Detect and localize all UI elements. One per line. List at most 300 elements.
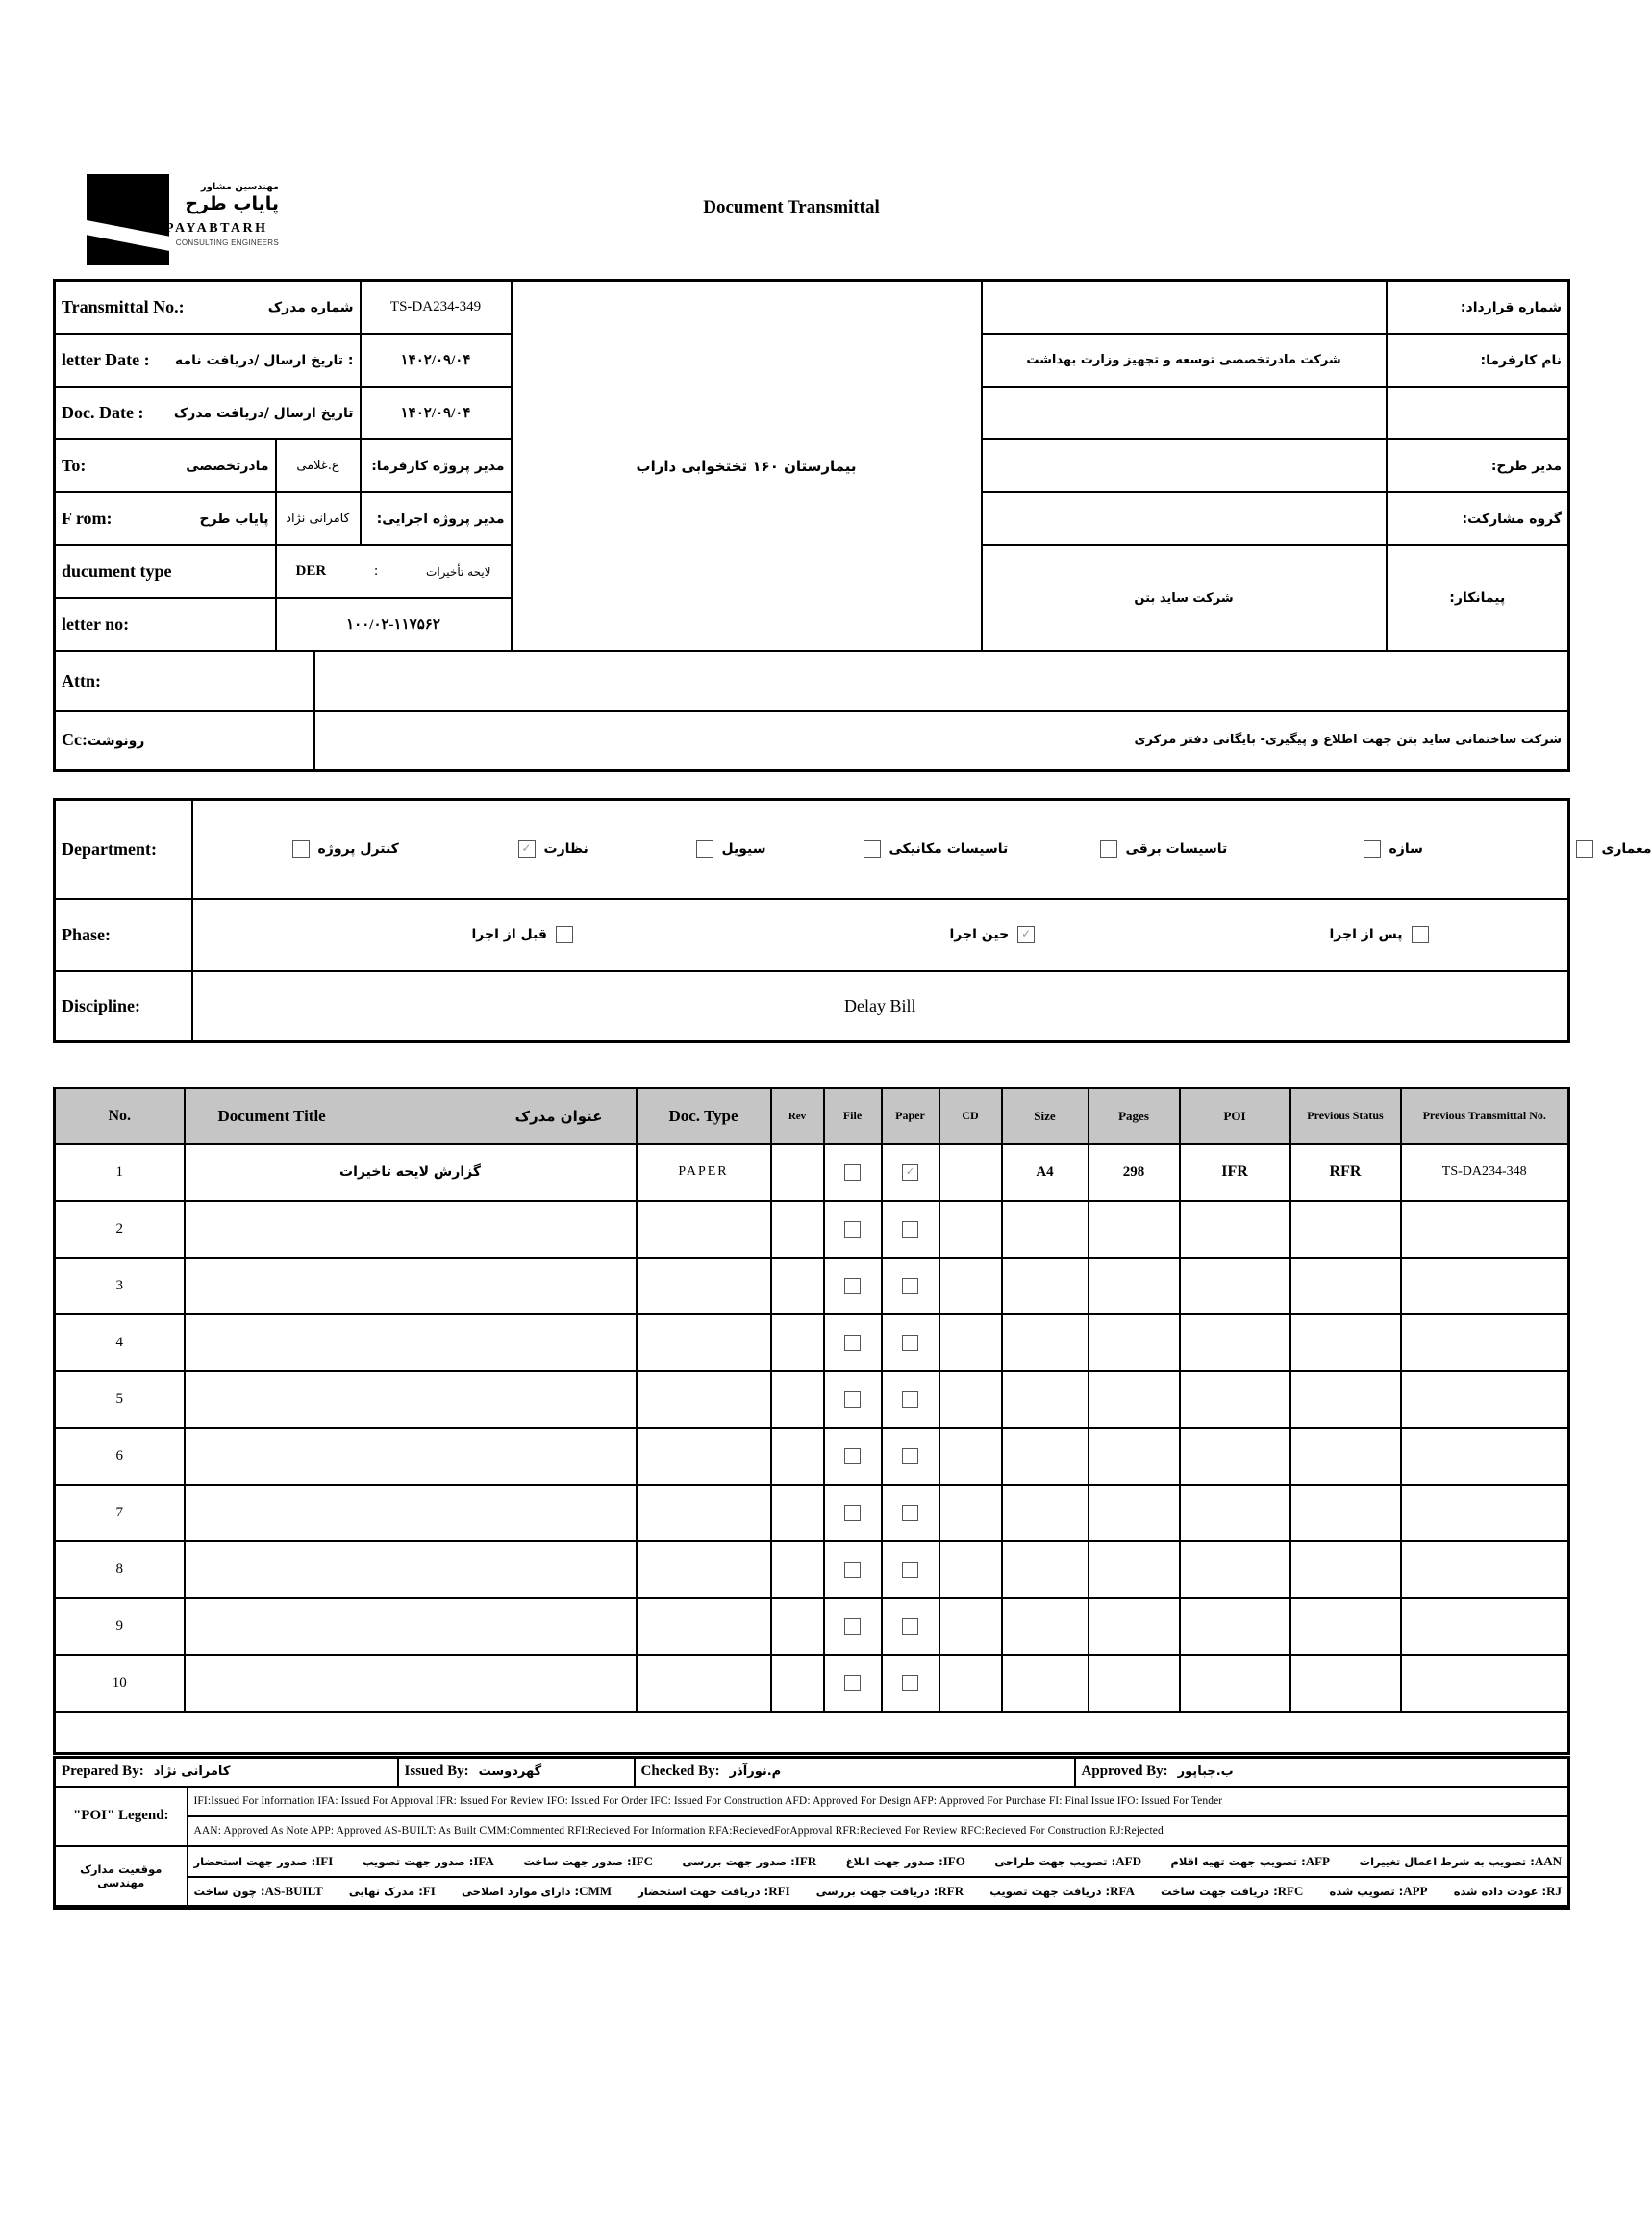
- row-doc-type: [637, 1371, 771, 1428]
- issued-by-label: Issued By:: [404, 1763, 469, 1780]
- row-size: [1002, 1598, 1089, 1655]
- company-logo: [87, 174, 169, 265]
- row-rev: [771, 1371, 824, 1428]
- prepared-by-label: Prepared By:: [62, 1763, 144, 1780]
- letter-date-value: ۱۴۰۲/۰۹/۰۴: [361, 334, 512, 387]
- legend-code: IFC: [631, 1853, 654, 1868]
- row-prev-status: [1290, 1201, 1401, 1258]
- row-file-cell: [824, 1541, 882, 1598]
- row-doc-type: [637, 1258, 771, 1314]
- row-rev: [771, 1598, 824, 1655]
- discipline-value: Delay Bill: [192, 971, 1569, 1042]
- row-size: [1002, 1655, 1089, 1712]
- letter-no-value: ۱۰۰/۰۲-۱۱۷۵۶۲: [276, 598, 512, 651]
- fa-legend-item: AAN: تصویب به شرط اعمال تغییرات: [1359, 1853, 1563, 1868]
- row-file-cell: [824, 1485, 882, 1541]
- row-pages: [1089, 1371, 1180, 1428]
- legend-text: تصویب شده: [1329, 1884, 1395, 1898]
- blank-right-value: [982, 387, 1387, 439]
- checkbox-during-execution[interactable]: ✓: [1017, 926, 1035, 943]
- fa-legend-line1: [194, 1854, 1563, 1869]
- row-poi: IFR: [1180, 1144, 1290, 1201]
- row-title: [185, 1428, 637, 1485]
- row-paper-cell: [882, 1371, 939, 1428]
- row-prev-status: [1290, 1655, 1401, 1712]
- row-title: [185, 1598, 637, 1655]
- row-size: [1002, 1258, 1089, 1314]
- row-prev-transmittal: [1401, 1314, 1569, 1371]
- row-no: 5: [55, 1371, 185, 1428]
- paper-checkbox[interactable]: [902, 1391, 918, 1408]
- poi-legend-line2: AAN: Approved As Note APP: Approved AS-BUILT: As Built CMM:Commented RFI:Recieved For Information RFA:RecievedForApproval RFR:Recieved For Review RFC:Recieved For Construction RJ:Rejected: [188, 1816, 1569, 1846]
- fa-legend-item: RFR: دریافت جهت بررسی: [815, 1883, 964, 1898]
- row-paper-cell: [882, 1144, 939, 1201]
- design-manager-value: [982, 439, 1387, 492]
- row-poi: [1180, 1428, 1290, 1485]
- phase-option-after: [1330, 926, 1429, 943]
- phase-option-label: پس از اجرا: [1329, 927, 1403, 942]
- fa-legend-item: RFI: دریافت جهت استحضار: [638, 1883, 790, 1898]
- prepared-by-cell: [55, 1758, 398, 1787]
- row-size: A4: [1002, 1144, 1089, 1201]
- doc-date-label-fa: تاریخ ارسال /دریافت مدرک: [173, 405, 354, 421]
- doc-type-label-en: ducument type: [62, 562, 172, 581]
- file-checkbox[interactable]: [844, 1618, 861, 1635]
- doc-type-code: DER: [295, 563, 327, 579]
- checkbox-project-control[interactable]: [292, 840, 310, 858]
- approved-by-name: ب.جباپور: [1177, 1764, 1234, 1780]
- row-rev: [771, 1201, 824, 1258]
- dept-option-architecture: [1576, 840, 1652, 858]
- doc-type-value-fa: لایحه تأخیرات: [426, 564, 491, 579]
- row-rev: [771, 1258, 824, 1314]
- col-file: File: [824, 1088, 882, 1144]
- row-prev-transmittal: [1401, 1485, 1569, 1541]
- fa-legend-label: موقعیت مدارک مهندسی: [55, 1846, 188, 1908]
- department-label: Department:: [62, 838, 157, 859]
- row-title: گزارش لایحه تاخیرات: [185, 1144, 637, 1201]
- row-file-cell: [824, 1144, 882, 1201]
- col-pages: Pages: [1089, 1088, 1180, 1144]
- row-doc-type: PAPER: [637, 1144, 771, 1201]
- row-size: [1002, 1201, 1089, 1258]
- row-prev-transmittal: [1401, 1258, 1569, 1314]
- cc-value: شرکت ساختمانی ساید بتن جهت اطلاع و پیگیری- بایگانی دفتر مرکزی: [314, 711, 1569, 770]
- row-prev-status: [1290, 1314, 1401, 1371]
- to-value-fa: مادرتخصصی: [186, 458, 269, 474]
- fa-legend-item: AFD: تصویب جهت طراحی: [994, 1853, 1141, 1868]
- row-size: [1002, 1428, 1089, 1485]
- legend-text: صدور جهت ساخت: [523, 1854, 624, 1868]
- paper-checkbox[interactable]: [902, 1675, 918, 1691]
- row-rev: [771, 1428, 824, 1485]
- fa-legend-row-2: [55, 1877, 1569, 1908]
- row-pages: [1089, 1258, 1180, 1314]
- contract-no-value: [982, 281, 1387, 335]
- row-paper-cell: [882, 1655, 939, 1712]
- legend-text: صدور جهت ابلاغ: [845, 1854, 936, 1868]
- file-checkbox[interactable]: [844, 1391, 861, 1408]
- row-title: [185, 1314, 637, 1371]
- checkbox-after-execution[interactable]: [1412, 926, 1429, 943]
- row-size: [1002, 1485, 1089, 1541]
- row-poi: [1180, 1258, 1290, 1314]
- fa-legend-row-1: [55, 1846, 1569, 1877]
- fa-legend-item: AS-BUILT: چون ساخت: [193, 1883, 323, 1898]
- legend-code: AFD: [1115, 1853, 1141, 1868]
- phase-options-cell: [192, 899, 1569, 971]
- transmittal-info-table: [53, 279, 1570, 772]
- department-table: [53, 798, 1652, 1043]
- row-no: 6: [55, 1428, 185, 1485]
- row-cd: [939, 1144, 1002, 1201]
- col-cd: CD: [939, 1088, 1002, 1144]
- row-doc-type: [637, 1541, 771, 1598]
- row-cd: [939, 1258, 1002, 1314]
- dept-option-civil: [696, 840, 766, 858]
- checked-by-label: Checked By:: [640, 1763, 720, 1780]
- col-title-fa: عنوان مدرک: [514, 1107, 603, 1125]
- row-pages: [1089, 1428, 1180, 1485]
- transmittal-no-value: TS-DA234-349: [361, 281, 512, 335]
- blank-right-label: [1387, 387, 1569, 439]
- discipline-label: Discipline:: [62, 995, 141, 1015]
- file-checkbox[interactable]: [844, 1335, 861, 1351]
- legend-code: IFR: [794, 1853, 817, 1868]
- row-file-cell: [824, 1428, 882, 1485]
- document-row-7: [55, 1485, 1569, 1541]
- checked-by-cell: [635, 1758, 1075, 1787]
- row-paper-cell: [882, 1428, 939, 1485]
- discipline-label-cell: [55, 971, 192, 1042]
- row-rev: [771, 1655, 824, 1712]
- dept-option-label: سیویل: [721, 841, 766, 858]
- legend-code: AAN: [1534, 1853, 1563, 1868]
- department-label-cell: [55, 800, 192, 899]
- row-paper-cell: [882, 1201, 939, 1258]
- row-prev-status: [1290, 1258, 1401, 1314]
- paper-checkbox[interactable]: [902, 1505, 918, 1521]
- legend-text: تصویب جهت طراحی: [994, 1854, 1108, 1868]
- row-no: 3: [55, 1258, 185, 1314]
- row-no: 8: [55, 1541, 185, 1598]
- documents-empty-cell: [55, 1712, 1569, 1754]
- exec-pm-label: مدیر پروژه اجرایی:: [361, 492, 512, 545]
- letter-no-label-cell: [55, 598, 276, 651]
- row-poi: [1180, 1598, 1290, 1655]
- checkbox-before-execution[interactable]: [556, 926, 573, 943]
- paper-checkbox[interactable]: [902, 1562, 918, 1578]
- col-rev: Rev: [771, 1088, 824, 1144]
- design-manager-label: مدیر طرح:: [1387, 439, 1569, 492]
- checkbox-architecture[interactable]: [1576, 840, 1593, 858]
- jv-group-value: [982, 492, 1387, 545]
- letter-date-label-fa: تاریخ ارسال /دریافت نامه :: [174, 352, 354, 368]
- row-poi: [1180, 1485, 1290, 1541]
- poi-legend-row-2: [55, 1816, 1569, 1846]
- row-prev-transmittal: [1401, 1541, 1569, 1598]
- row-title: [185, 1655, 637, 1712]
- document-row-1: [55, 1144, 1569, 1201]
- legend-code: RFI: [768, 1883, 790, 1898]
- row-prev-status: [1290, 1485, 1401, 1541]
- file-checkbox[interactable]: [844, 1221, 861, 1238]
- legend-text: دریافت جهت تصویب: [989, 1884, 1102, 1898]
- attn-value-cell: [314, 651, 1569, 711]
- legend-text: مدرک نهایی: [348, 1884, 415, 1898]
- poi-legend-line1: IFI:Issued For Information IFA: Issued For Approval IFR: Issued For Review IFO: Issued For Order IFC: Issued For Construction AFD: Approved For Design AFP: Approved For Purchase FI: Final Issue IFO: Issued For Tender: [188, 1787, 1569, 1816]
- row-no: 9: [55, 1598, 185, 1655]
- row-poi: [1180, 1541, 1290, 1598]
- paper-checkbox[interactable]: [902, 1221, 918, 1238]
- row-paper-cell: [882, 1541, 939, 1598]
- legend-code: AFP: [1305, 1853, 1330, 1868]
- logo-persian-name: پایاب طرح: [185, 192, 279, 214]
- row-paper-cell: [882, 1485, 939, 1541]
- row-prev-status: RFR: [1290, 1144, 1401, 1201]
- doc-type-value-cell: [276, 545, 512, 598]
- paper-checkbox[interactable]: [902, 1448, 918, 1464]
- page-title: Document Transmittal: [703, 197, 880, 217]
- logo-subtitle: CONSULTING ENGINEERS: [175, 238, 279, 248]
- row-prev-status: [1290, 1371, 1401, 1428]
- row-size: [1002, 1314, 1089, 1371]
- row-title: [185, 1371, 637, 1428]
- row-prev-transmittal: [1401, 1201, 1569, 1258]
- legend-text: عودت داده شده: [1453, 1884, 1539, 1898]
- row-prev-transmittal: [1401, 1371, 1569, 1428]
- cc-label-fa: رونوشت: [87, 734, 145, 750]
- project-name-cell: بیمارستان ۱۶۰ تختخوابی داراب: [512, 281, 982, 652]
- phase-option-label: حین اجرا: [949, 927, 1010, 942]
- transmittal-no-label-cell: [55, 281, 361, 335]
- file-checkbox[interactable]: [844, 1448, 861, 1464]
- paper-checkbox[interactable]: [902, 1278, 918, 1294]
- fa-legend-item: IFO: صدور جهت ابلاغ: [845, 1853, 965, 1868]
- phase-option-before: [472, 926, 573, 943]
- legend-text: صدور جهت استحضار: [193, 1854, 308, 1868]
- row-no: 10: [55, 1655, 185, 1712]
- legend-text: تصویب به شرط اعمال تغییرات: [1359, 1854, 1527, 1868]
- fa-legend-line2: [194, 1884, 1563, 1899]
- footer-table: [53, 1756, 1570, 1910]
- legend-code: FI: [422, 1883, 436, 1898]
- fa-legend-item: RFA: دریافت جهت تصویب: [989, 1883, 1135, 1898]
- approved-by-cell: [1075, 1758, 1569, 1787]
- legend-code: RFC: [1277, 1883, 1304, 1898]
- transmittal-no-label-fa: شماره مدرک: [267, 299, 354, 315]
- row-poi: [1180, 1655, 1290, 1712]
- client-name-label: نام کارفرما:: [1387, 334, 1569, 387]
- document-row-5: [55, 1371, 1569, 1428]
- to-label-en: To:: [62, 456, 87, 475]
- logo-latin-name: PAYABTARH: [165, 221, 268, 237]
- row-pages: [1089, 1541, 1180, 1598]
- checkbox-mechanical[interactable]: [864, 840, 881, 858]
- legend-code: RJ: [1546, 1883, 1563, 1898]
- documents-table: [53, 1087, 1570, 1755]
- paper-checkbox[interactable]: [902, 1335, 918, 1351]
- row-poi: [1180, 1314, 1290, 1371]
- fa-legend-line2-cell: [188, 1877, 1569, 1908]
- col-prev-transmittal: Previous Transmittal No.: [1401, 1088, 1569, 1144]
- letter-no-label-en: letter no:: [62, 614, 130, 634]
- logo-persian-tagline: مهندسین مشاور: [200, 182, 279, 192]
- row-cd: [939, 1314, 1002, 1371]
- row-rev: [771, 1314, 824, 1371]
- row-no: 7: [55, 1485, 185, 1541]
- document-row-10: [55, 1655, 1569, 1712]
- from-label-en: F rom:: [62, 509, 113, 528]
- documents-header-row: [55, 1088, 1569, 1144]
- issued-by-name: گهردوست: [478, 1764, 542, 1780]
- row-paper-cell: [882, 1598, 939, 1655]
- row-cd: [939, 1485, 1002, 1541]
- doc-date-label-cell: [55, 387, 361, 439]
- to-label-cell: [55, 439, 276, 492]
- row-poi: [1180, 1201, 1290, 1258]
- document-row-8: [55, 1541, 1569, 1598]
- row-prev-transmittal: [1401, 1428, 1569, 1485]
- row-file-cell: [824, 1371, 882, 1428]
- doc-date-label-en: Doc. Date :: [62, 403, 144, 422]
- issued-by-cell: [398, 1758, 635, 1787]
- legend-text: دارای موارد اصلاحی: [462, 1884, 571, 1898]
- col-no: No.: [55, 1088, 185, 1144]
- row-paper-cell: [882, 1258, 939, 1314]
- from-value-fa: پایاب طرح: [199, 511, 269, 527]
- contractor-label: پیمانکار:: [1387, 545, 1569, 651]
- row-cd: [939, 1201, 1002, 1258]
- checkbox-electrical[interactable]: [1100, 840, 1117, 858]
- row-doc-type: [637, 1201, 771, 1258]
- row-file-cell: [824, 1201, 882, 1258]
- phase-label: Phase:: [62, 924, 111, 944]
- row-title: [185, 1485, 637, 1541]
- row-prev-status: [1290, 1428, 1401, 1485]
- file-checkbox[interactable]: [844, 1675, 861, 1691]
- dept-option-label: تاسیسات مکانیکی: [889, 841, 1009, 858]
- row-title: [185, 1258, 637, 1314]
- department-options-cell: [192, 800, 1652, 899]
- legend-text: دریافت جهت استحضار: [638, 1884, 761, 1898]
- row-poi: [1180, 1371, 1290, 1428]
- poi-legend-label: "POI" Legend:: [55, 1787, 188, 1846]
- poi-legend-row-1: [55, 1787, 1569, 1816]
- row-rev: [771, 1541, 824, 1598]
- paper-checkbox[interactable]: [902, 1618, 918, 1635]
- signature-row: [55, 1758, 1569, 1787]
- document-row-9: [55, 1598, 1569, 1655]
- document-row-4: [55, 1314, 1569, 1371]
- from-label-cell: [55, 492, 276, 545]
- row-rev: [771, 1144, 824, 1201]
- col-size: Size: [1002, 1088, 1089, 1144]
- to-person: ع.غلامی: [276, 439, 361, 492]
- legend-code: IFO: [942, 1853, 965, 1868]
- attn-label-cell: [55, 651, 314, 711]
- dept-option-structure: [1364, 840, 1423, 858]
- row-title: [185, 1541, 637, 1598]
- row-no: 1: [55, 1144, 185, 1201]
- fa-legend-item: IFI: صدور جهت استحضار: [193, 1853, 334, 1868]
- row-doc-type: [637, 1428, 771, 1485]
- row-doc-type: [637, 1485, 771, 1541]
- doc-type-colon: :: [374, 563, 379, 579]
- dept-option-electrical: [1100, 840, 1228, 858]
- row-cd: [939, 1598, 1002, 1655]
- legend-code: IFI: [315, 1853, 334, 1868]
- row-file-cell: [824, 1314, 882, 1371]
- fa-legend-item: CMM: دارای موارد اصلاحی: [462, 1883, 613, 1898]
- dept-option-label: کنترل پروژه: [317, 841, 399, 858]
- legend-code: CMM: [579, 1883, 613, 1898]
- row-pages: [1089, 1485, 1180, 1541]
- row-pages: [1089, 1655, 1180, 1712]
- row-no: 2: [55, 1201, 185, 1258]
- contractor-value: شرکت ساید بتن: [982, 545, 1387, 651]
- dept-option-label: سازه: [1389, 841, 1423, 858]
- row-prev-transmittal: TS-DA234-348: [1401, 1144, 1569, 1201]
- checkbox-supervision[interactable]: ✓: [518, 840, 536, 858]
- row-pages: [1089, 1314, 1180, 1371]
- col-prev-status: Previous Status: [1290, 1088, 1401, 1144]
- legend-code: APP: [1403, 1883, 1428, 1898]
- jv-group-label: گروه مشارکت:: [1387, 492, 1569, 545]
- checkbox-civil[interactable]: [696, 840, 713, 858]
- file-checkbox[interactable]: [844, 1164, 861, 1181]
- dept-option-label: نظارت: [543, 841, 588, 858]
- file-checkbox[interactable]: [844, 1278, 861, 1294]
- fa-legend-item: IFC: صدور جهت ساخت: [523, 1853, 654, 1868]
- row-cd: [939, 1541, 1002, 1598]
- contract-no-label: شماره قرارداد:: [1387, 281, 1569, 335]
- phase-label-cell: [55, 899, 192, 971]
- fa-legend-item: RFC: دریافت جهت ساخت: [1161, 1883, 1304, 1898]
- transmittal-no-label-en: Transmittal No.:: [62, 297, 185, 316]
- row-size: [1002, 1541, 1089, 1598]
- document-row-6: [55, 1428, 1569, 1485]
- legend-text: صدور جهت بررسی: [682, 1854, 788, 1868]
- fa-legend-item: FI: مدرک نهایی: [348, 1883, 436, 1898]
- row-prev-status: [1290, 1541, 1401, 1598]
- dept-option-project-control: [292, 840, 399, 858]
- col-paper: Paper: [882, 1088, 939, 1144]
- fa-legend-item: AFP: تصویب جهت تهیه اقلام: [1170, 1853, 1330, 1868]
- fa-legend-item: APP: تصویب شده: [1329, 1883, 1428, 1898]
- dept-option-label: تاسیسات برقی: [1125, 841, 1228, 858]
- doc-type-label-cell: [55, 545, 276, 598]
- dept-option-mechanical: [864, 840, 1009, 858]
- fa-legend-item: IFR: صدور جهت بررسی: [682, 1853, 817, 1868]
- paper-checkbox[interactable]: ✓: [902, 1164, 918, 1181]
- row-cd: [939, 1371, 1002, 1428]
- row-pages: 298: [1089, 1144, 1180, 1201]
- phase-option-label: قبل از اجرا: [471, 927, 547, 942]
- row-file-cell: [824, 1598, 882, 1655]
- legend-code: IFA: [473, 1853, 494, 1868]
- checkbox-structure[interactable]: [1364, 840, 1381, 858]
- file-checkbox[interactable]: [844, 1505, 861, 1521]
- legend-text: دریافت جهت بررسی: [815, 1884, 930, 1898]
- file-checkbox[interactable]: [844, 1562, 861, 1578]
- dept-option-supervision: [518, 840, 588, 858]
- legend-code: AS-BUILT: [264, 1883, 323, 1898]
- document-row-3: [55, 1258, 1569, 1314]
- cc-label-cell: [55, 711, 314, 770]
- row-file-cell: [824, 1655, 882, 1712]
- legend-text: دریافت جهت ساخت: [1161, 1884, 1270, 1898]
